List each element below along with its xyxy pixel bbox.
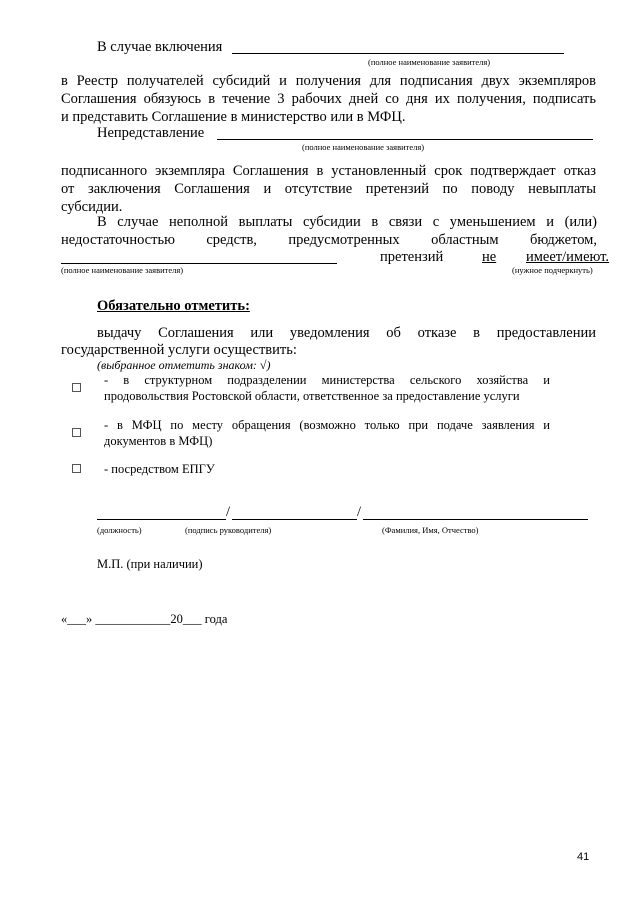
page-number: 41 xyxy=(577,851,590,863)
option-ne[interactable]: не xyxy=(482,249,497,265)
full-name-field[interactable] xyxy=(363,519,588,520)
block1-line2: Соглашения обязуюсь в течение 3 рабочих дней со дня их получения, подписать xyxy=(61,91,596,107)
block1-caption: (полное наименование заявителя) xyxy=(368,57,491,67)
block2-caption: (полное наименование заявителя) xyxy=(302,142,425,152)
stamp-label: М.П. (при наличии) xyxy=(97,557,203,571)
section-para-line2: государственной услуги осуществить: xyxy=(61,342,297,358)
option-checkbox-epgu[interactable] xyxy=(72,464,81,473)
signature-sep-2: / xyxy=(357,504,362,520)
option-have[interactable]: имеет/имеют. xyxy=(526,249,610,265)
section-para-line1: выдачу Соглашения или уведомления об отказе в предоставлении xyxy=(97,325,596,341)
section-heading: Обязательно отметить: xyxy=(97,298,250,314)
option-checkbox-department[interactable] xyxy=(72,383,81,392)
applicant-name-field-1[interactable] xyxy=(232,53,564,54)
applicant-name-field-2[interactable] xyxy=(217,139,593,140)
position-field[interactable] xyxy=(97,519,226,520)
block1-prefix: В случае включения xyxy=(97,39,223,55)
caption-position: (должность) xyxy=(97,525,142,535)
block3-caption-left: (полное наименование заявителя) xyxy=(61,265,184,275)
date-line[interactable]: «___» ____________20___ года xyxy=(61,612,228,626)
option-mfc-line1: - в МФЦ по месту обращения (возможно только при подаче заявления и xyxy=(104,418,550,432)
option-department-line2: продовольствия Ростовской области, ответственное за предоставление услуги xyxy=(104,389,520,403)
option-department-line1: - в структурном подразделении министерства сельского хозяйства и xyxy=(104,373,550,387)
applicant-name-field-3[interactable] xyxy=(61,263,337,264)
option-epgu-line1: - посредством ЕПГУ xyxy=(104,462,215,476)
block1-line3: и представить Соглашение в министерство или в МФЦ. xyxy=(61,109,406,125)
selection-hint: (выбранное отметить знаком: √) xyxy=(97,358,271,372)
block2-line3: субсидии. xyxy=(61,199,123,215)
block2-prefix: Непредставление xyxy=(97,125,205,141)
block2-line1: подписанного экземпляра Соглашения в установленный срок подтверждает отказ xyxy=(61,163,596,179)
signature-sep-1: / xyxy=(226,504,231,520)
block3-line1: В случае неполной выплаты субсидии в связи с уменьшением и (или) xyxy=(97,214,597,230)
option-checkbox-mfc[interactable] xyxy=(72,428,81,437)
signature-field[interactable] xyxy=(232,519,357,520)
block2-line2: от заключения Соглашения и отсутствие претензий по поводу невыплаты xyxy=(61,181,596,197)
block3-line2: недостаточностью средств, предусмотренных областным бюджетом, xyxy=(61,232,597,248)
word-claims: претензий xyxy=(380,249,444,265)
caption-signature: (подпись руководителя) xyxy=(185,525,272,535)
block3-caption-right: (нужное подчеркнуть) xyxy=(512,265,593,275)
option-mfc-line2: документов в МФЦ) xyxy=(104,434,213,448)
caption-full-name: (Фамилия, Имя, Отчество) xyxy=(382,525,479,535)
block1-line1: в Реестр получателей субсидий и получения для подписания двух экземпляров xyxy=(61,73,596,89)
